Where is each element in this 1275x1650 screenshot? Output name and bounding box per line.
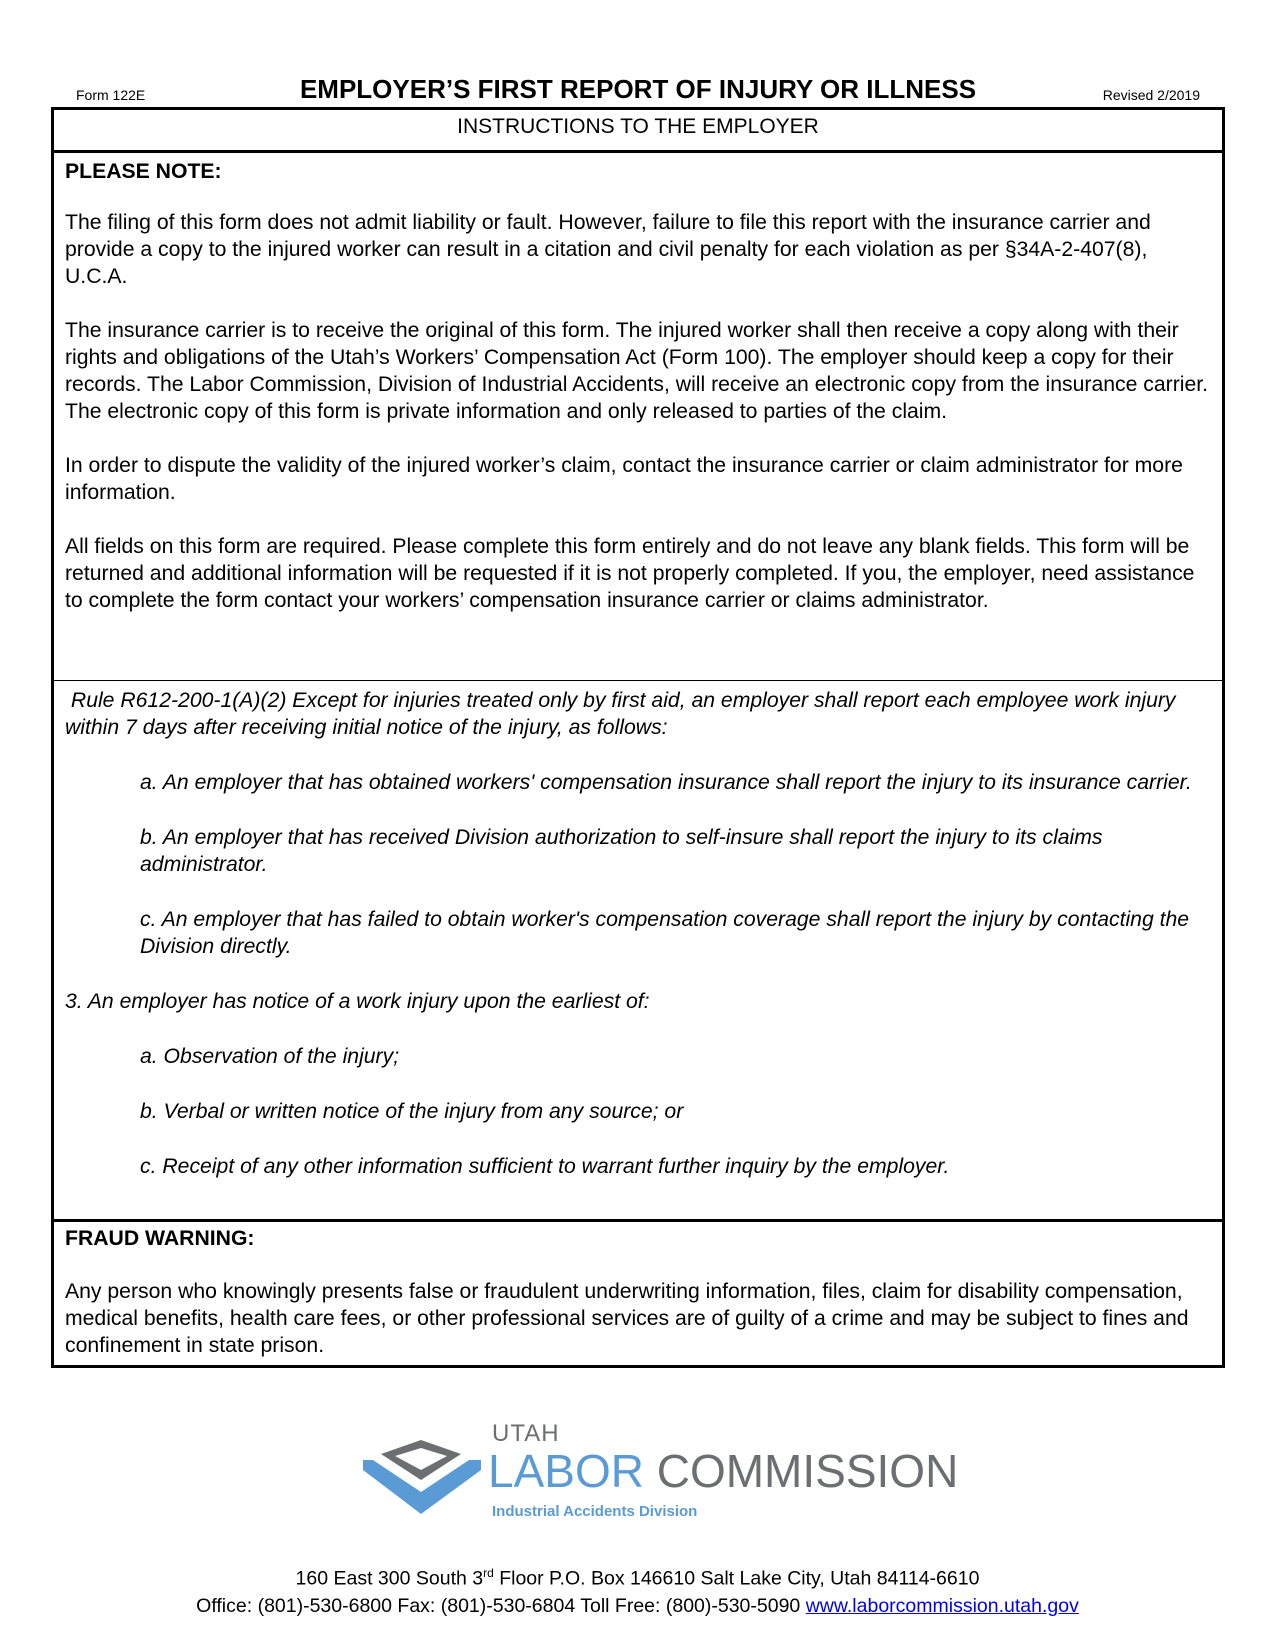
notice-item: a. Observation of the injury; bbox=[140, 1045, 400, 1068]
page-title: EMPLOYER’S FIRST REPORT OF INJURY OR ILLNESS bbox=[299, 74, 977, 104]
fraud-warning-section bbox=[65, 1225, 1212, 1359]
instructions-box bbox=[51, 107, 1225, 1368]
please-note-heading: PLEASE NOTE: bbox=[65, 160, 222, 183]
note-paragraph: All fields on this form are required. Please complete this form entirely and do not leave any blank fields. This form will be returned and additional information will be requested if it is not properly completed. If you, the employer, need assistance to complete the form contact your workers’ compensation insurance carrier or claims administrator. bbox=[65, 535, 1195, 612]
rule-item: a. An employer that has obtained workers' compensation insurance shall report the injury to its insurance carrier. bbox=[140, 771, 1192, 794]
notice-intro: 3. An employer has notice of a work injury upon the earliest of: bbox=[65, 990, 650, 1013]
note-paragraph: The filing of this form does not admit liability or fault. However, failure to file this report with the insurance carrier and provide a copy to the injured worker can result in a citation and civil penalty for each violation as per §34A-2-407(8), U.C.A. bbox=[65, 211, 1151, 288]
fraud-warning-heading: FRAUD WARNING: bbox=[65, 1227, 255, 1250]
rule-item: b. An employer that has received Division authorization to self-insure shall report the injury to its claims administrator. bbox=[140, 826, 1103, 876]
rule-item: c. An employer that has failed to obtain worker's compensation coverage shall report the injury by contacting the Division directly. bbox=[140, 908, 1190, 958]
notice-item: c. Receipt of any other information sufficient to warrant further inquiry by the employer. bbox=[140, 1155, 950, 1178]
logo-state: UTAH bbox=[492, 1420, 560, 1447]
logo-division: Industrial Accidents Division bbox=[492, 1503, 698, 1520]
form-header bbox=[52, 74, 1224, 106]
logo-name bbox=[488, 1444, 958, 1498]
notice-item: b. Verbal or written notice of the injury from any source; or bbox=[140, 1100, 684, 1123]
rule-intro: Rule R612-200-1(A)(2) Except for injuries treated only by first aid, an employer shall report each employee work injury within 7 days after receiving initial notice of the injury, as follows: bbox=[65, 689, 1176, 739]
instructions-heading: INSTRUCTIONS TO THE EMPLOYER bbox=[54, 110, 1222, 153]
note-paragraph: The insurance carrier is to receive the original of this form. The injured worker shall then receive a copy along with their rights and obligations of the Utah’s Workers’ Compensation Act (Form 100). The employer should keep a copy for their records. The Labor Commission, Division of Industrial Accidents, will receive an electronic copy from the insurance carrier. The electronic copy of this form is private information and only released to parties of the claim. bbox=[65, 319, 1209, 423]
footer-contact bbox=[0, 1560, 1275, 1620]
form-number: Form 122E bbox=[76, 87, 146, 103]
logo-mark-icon bbox=[359, 1440, 485, 1522]
rule-section bbox=[54, 680, 1222, 1222]
logo-name-commission: COMMISSION bbox=[656, 1445, 959, 1497]
website-link[interactable]: www.laborcommission.utah.gov bbox=[805, 1594, 1079, 1617]
footer-address: 160 East 300 South 3rd Floor P.O. Box 146610 Salt Lake City, Utah 84114-6610 bbox=[295, 1566, 980, 1590]
revision-date: Revised 2/2019 bbox=[1102, 87, 1200, 103]
logo-name-labor: LABOR bbox=[488, 1445, 644, 1497]
please-note-section bbox=[65, 150, 1212, 641]
footer-phone-line: Office: (801)-530-6800 Fax: (801)-530-6804 Toll Free: (800)-530-5090 www.laborcommission.utah.gov bbox=[196, 1594, 1079, 1617]
note-paragraph: In order to dispute the validity of the injured worker’s claim, contact the insurance carrier or claim administrator for more information. bbox=[65, 454, 1183, 504]
labor-commission-logo bbox=[359, 1420, 959, 1540]
fraud-warning-text: Any person who knowingly presents false or fraudulent underwriting information, files, claim for disability compensation, medical benefits, health care fees, or other professional services are of guilty of a crime and may be subject to fines and confinement in state prison. bbox=[65, 1280, 1189, 1357]
